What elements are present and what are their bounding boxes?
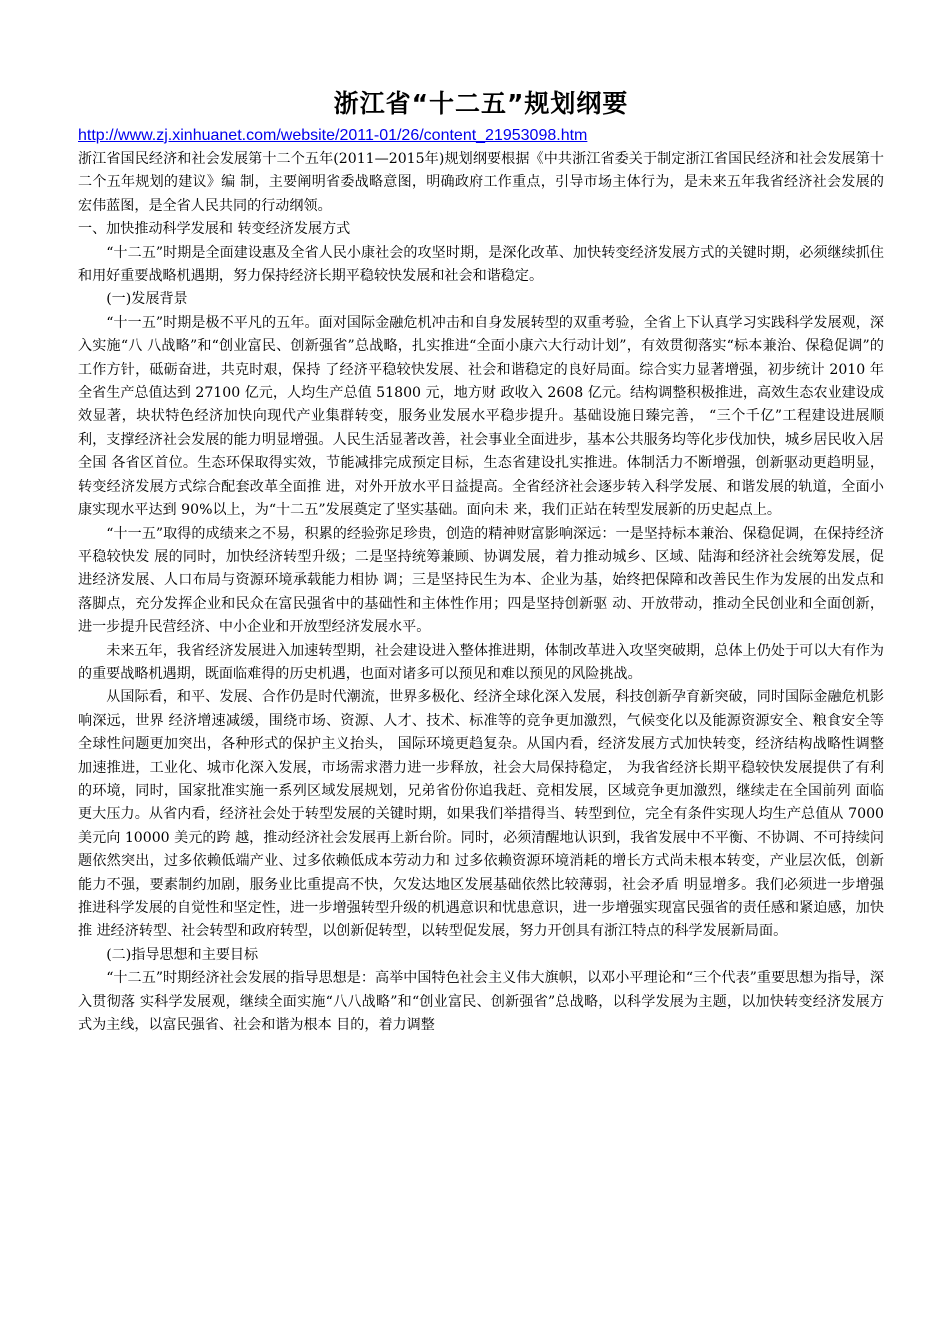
chapter-heading: 一、加快推动科学发展和 转变经济发展方式	[78, 221, 351, 238]
body-paragraph: “十一五”取得的成绩来之不易，积累的经验弥足珍贵，创造的精神财富影响深远：一是坚持标本兼治、保稳促调，在保持经济平稳较快发 展的同时，加快经济转型升级；二是坚持统筹兼顾、协调发展，着力推动城乡、区域、陆海和经济社会统筹发展，促进经济发展、人口布局与资源环境承载能力相协 调；三是坚持民生为本、企业为基，始终把保障和改善民生作为发展的出发点和落脚点，充分发挥企业和民众在富民强省中的基础性和主体性作用；四是坚持创新驱 动、开放带动，推动全民创业和全面创新，进一步提升民营经济、中小企业和开放型经济发展水平。	[78, 525, 884, 636]
body-paragraph: “十一五”时期是极不平凡的五年。面对国际金融危机冲击和自身发展转型的双重考验，全省上下认真学习实践科学发展观，深入实施“八 八战略”和“创业富民、创新强省”总战略，扎实推进“全面小康六大行动计划”，有效贯彻落实“标本兼治、保稳促调”的工作方针，砥砺奋进，共克时艰，保持 了经济平稳较快发展、社会和谐稳定的良好局面。综合实力显著增强，初步统计 2010 年全省生产总值达到 27100 亿元，人均生产总值 51800 元，地方财 政收入 2608 亿元。结构调整积极推进，高效生态农业建设成效显著，块状特色经济加快向现代产业集群转变，服务业发展水平稳步提升。基础设施日臻完善， “三个千亿”工程建设进展顺利，支撑经济社会发展的能力明显增强。人民生活显著改善，社会事业全面进步，基本公共服务均等化步伐加快，城乡居民收入居全国 各省区首位。生态环保取得实效，节能减排完成预定目标，生态省建设扎实推进。体制活力不断增强，创新驱动更趋明显，转变经济发展方式综合配套改革全面推 进，对外开放水平日益提高。全省经济社会逐步转入科学发展、和谐发展的轨道，全面小康实现水平达到 90%以上，为“十二五”发展奠定了坚实基础。面向未 来，我们正站在转型发展新的历史起点上。	[78, 314, 884, 519]
body-paragraph: “十二五”时期经济社会发展的指导思想是：高举中国特色社会主义伟大旗帜，以邓小平理论和“三个代表”重要思想为指导，深入贯彻落 实科学发展观，继续全面实施“八八战略”和“创业富民、创新强省”总战略，以科学发展为主题，以加快转变经济发展方式为主线，以富民强省、社会和谐为根本 目的，着力调整	[78, 970, 884, 1034]
section-heading: (二)指导思想和主要目标	[106, 946, 259, 963]
body-paragraph: 从国际看，和平、发展、合作仍是时代潮流，世界多极化、经济全球化深入发展，科技创新孕育新突破，同时国际金融危机影响深远，世界 经济增速减缓，围绕市场、资源、人才、技术、标准等的竞争更加激烈，气候变化以及能源资源安全、粮食安全等全球性问题更加突出，各种形式的保护主义抬头， 国际环境更趋复杂。从国内看，经济发展方式加快转变，经济结构战略性调整加速推进，工业化、城市化深入发展，市场需求潜力进一步释放，社会大局保持稳定， 为我省经济长期平稳较快发展提供了有利的环境，同时，国家批准实施一系列区域发展规划，兄弟省份你追我赶、竞相发展，区域竞争更加激烈，继续走在全国前列 面临更大压力。从省内看，经济社会处于转型发展的关键时期，如果我们举措得当、转型到位，完全有条件实现人均生产总值从 7000 美元向 10000 美元的跨 越，推动经济社会发展再上新台阶。同时，必须清醒地认识到，我省发展中不平衡、不协调、不可持续问题依然突出，过多依赖低端产业、过多依赖低成本劳动力和 过多依赖资源环境消耗的增长方式尚未根本转变，产业层次低，创新能力不强，要素制约加剧，服务业比重提高不快，欠发达地区发展基础依然比较薄弱，社会矛盾 明显增多。我们必须进一步增强推进科学发展的自觉性和坚定性，进一步增强转型升级的机遇意识和忧患意识，进一步增强实现富民强省的责任感和紧迫感，加快推 进经济转型、社会转型和政府转型，以创新促转型，以转型促发展，努力开创具有浙江特点的科学发展新局面。	[78, 689, 884, 940]
body-paragraph: 浙江省国民经济和社会发展第十二个五年(2011—2015年)规划纲要根据《中共浙江省委关于制定浙江省国民经济和社会发展第十二个五年规划的建议》编 制，主要阐明省委战略意图，明确政府工作重点，引导市场主体行为，是未来五年我省经济社会发展的宏伟蓝图，是全省人民共同的行动纲领。	[78, 151, 884, 214]
document-title: 浙江省“十二五”规划纲要	[333, 89, 629, 118]
section-heading: (一)发展背景	[106, 291, 188, 308]
document-page	[78, 84, 884, 1037]
document-body	[78, 148, 884, 1037]
body-paragraph: “十二五”时期是全面建设惠及全省人民小康社会的攻坚时期，是深化改革、加快转变经济发展方式的关键时期，必须继续抓住和用好重要战略机遇期，努力保持经济长期平稳较快发展和社会和谐稳定。	[78, 244, 884, 285]
source-link[interactable]: http://www.zj.xinhuanet.com/website/2011-01/26/content_21953098.htm	[78, 127, 588, 144]
body-paragraph: 未来五年，我省经济发展进入加速转型期，社会建设进入整体推进期，体制改革进入攻坚突破期，总体上仍处于可以大有作为的重要战略机遇期，既面临难得的历史机遇，也面对诸多可以预见和难以预见的风险挑战。	[78, 642, 884, 682]
